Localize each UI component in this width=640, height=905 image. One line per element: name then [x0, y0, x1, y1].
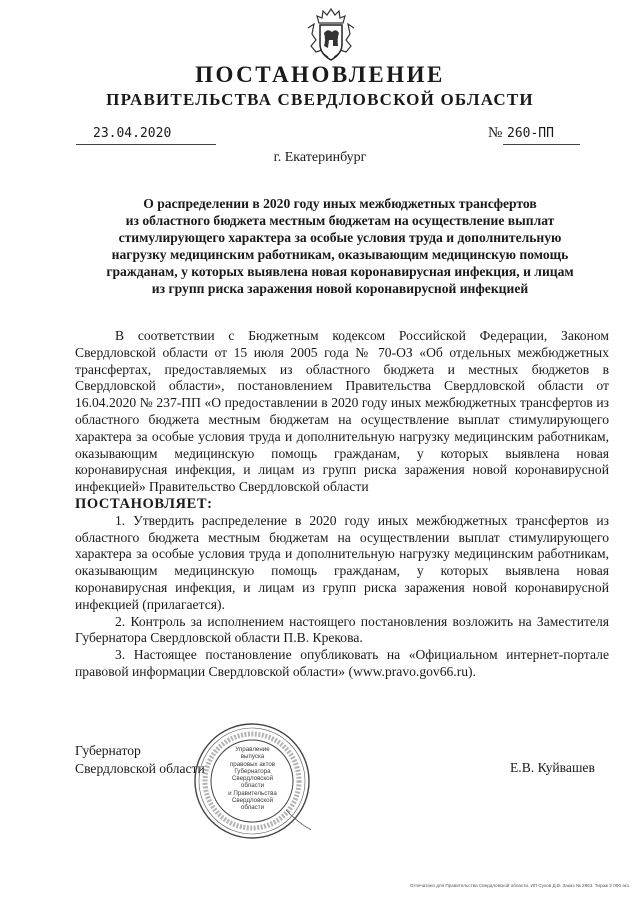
print-footer: Отпечатано для Правительства Свердловской области. ИП Сухов Д.В. Заказ № 2863. Тираж 2 000 экз. — [409, 883, 630, 888]
seal-line: правовых актов — [229, 760, 276, 768]
coat-of-arms-icon — [302, 6, 360, 64]
number-label: № — [488, 125, 503, 141]
preamble: В соответствии с Бюджетным кодексом Российской Федерации, Законом Свердловской области от 15 июля 2005 года № 70-ОЗ «Об отдельных межбюджетных трансфертах, предоставляемых из областного бюджета и местных бюджетов в Свердловской области», постановлением Правительства Свердловской области от 16.04.2020 № 237-ПП «О предоставлении в 2020 году иных межбюджетных трансфертов из областного бюджета местным бюджетам на осуществление выплат стимулирующего характера за особые условия труда и дополнительную нагрузку медицинским работникам, оказывающим медицинскую помощь гражданам, у которых выявлена новая коронавирусная инфекция, и лицам из групп риска заражения новой коронавирусной инфекцией» Правительство Свердловской области — [75, 328, 609, 495]
title-line: гражданам, у которых выявлена новая коронавирусная инфекция, и лицам — [106, 264, 574, 279]
issuer: ПРАВИТЕЛЬСТВА СВЕРДЛОВСКОЙ ОБЛАСТИ — [106, 90, 534, 109]
signatory-name: Е.В. Куйвашев — [510, 760, 595, 775]
signatory-title-line: Губернатор — [75, 743, 141, 758]
resolves-heading: ПОСТАНОВЛЯЕТ: — [75, 495, 213, 512]
document-type: ПОСТАНОВЛЕНИЕ — [195, 62, 445, 87]
item-2: 2. Контроль за исполнением настоящего постановления возложить на Заместителя Губернатора Свердловской области П.В. Крекова. — [75, 613, 609, 646]
seal-line: и Правительства — [228, 789, 277, 797]
document-number: 260-ПП — [507, 126, 554, 141]
seal-line: области — [240, 804, 265, 812]
title-line: из групп риска заражения новой коронавирусной инфекцией — [151, 281, 529, 296]
title-line: нагрузку медицинским работникам, оказывающим медицинскую помощь — [111, 247, 569, 262]
title-line: стимулирующего характера за особые условия труда и дополнительную — [118, 230, 562, 245]
title-line: из областного бюджета местным бюджетам на осуществление выплат — [125, 213, 555, 228]
seal-line: выпуска — [240, 753, 265, 761]
document-title — [100, 195, 580, 297]
signatory-title — [75, 742, 205, 778]
seal-line: Губернатора — [234, 767, 271, 775]
item-3: 3. Настоящее постановление опубликовать на «Официальном интернет-портале правовой информации Свердловской области» (www.pravo.gov66.ru). — [75, 647, 609, 679]
date-underline — [76, 144, 216, 145]
seal-line: Управление — [235, 746, 270, 753]
city: г. Екатеринбург — [273, 150, 367, 165]
document-body — [75, 328, 609, 681]
number-underline — [503, 144, 580, 145]
seal-line: Свердловской области — [231, 775, 274, 790]
document-date: 23.04.2020 — [93, 126, 172, 141]
seal-inner-text — [220, 746, 285, 812]
item-1: 1. Утвердить распределение в 2020 году иных межбюджетных трансфертов из областного бюджета местным бюджетам на осуществлении выплат стимулирующего характера за особые условия труда и дополнительную нагрузку медицинским работникам, оказывающим медицинскую помощь гражданам, у которых выявлена новая коронавирусная инфекция, и лицам из групп риска заражения новой коронавирусной инфекцией (прилагается). — [75, 512, 609, 612]
seal-line: Свердловской — [231, 797, 274, 805]
signatory-title-line: Свердловской области — [75, 761, 205, 776]
title-line: О распределении в 2020 году иных межбюджетных трансфертов — [143, 196, 537, 211]
